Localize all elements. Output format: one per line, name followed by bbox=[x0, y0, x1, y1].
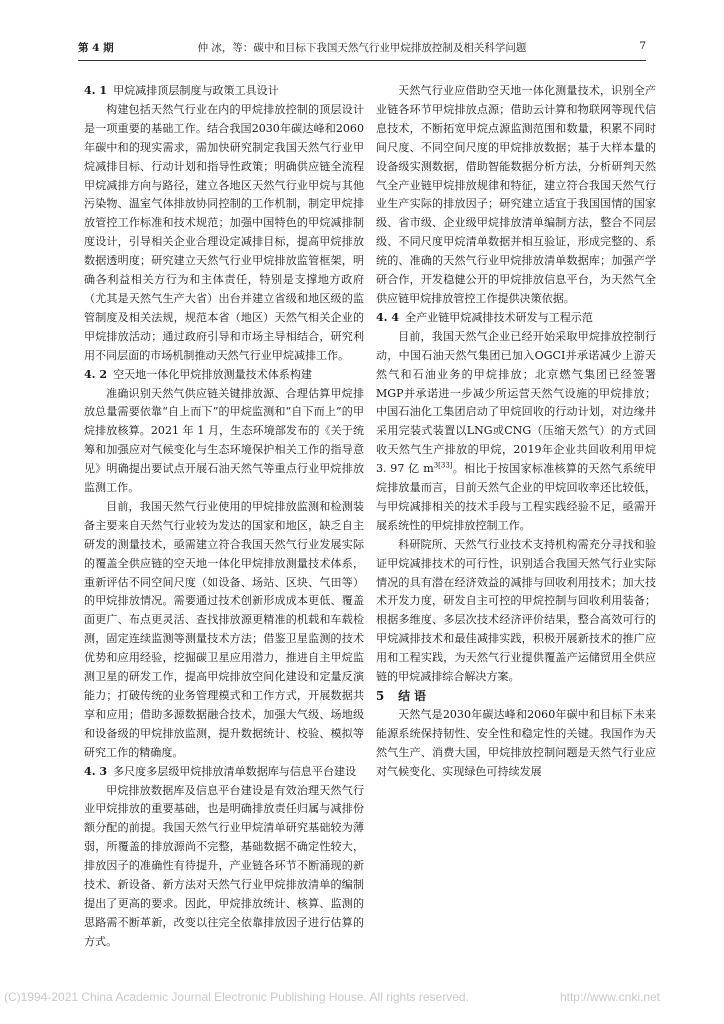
paragraph: 科研院所、天然气行业技术支持机构需充分寻找和验证甲烷减排技术的可行性，识别适合我国天然气行业实际情况的具有潜在经济效益的减排与回收利用技术；加大技术开发力度，研发自主可控的甲烷控制与回收利用装备；根据多维度、多层次技术经济评价结果，整合高效可行的甲烷减排技术和最佳减排实践，积极开展新技术的推广应用和工程实践，为天然气行业提供覆盖产运储贸用全供应链的甲烷减排综合解决方案。 bbox=[376, 537, 656, 684]
paragraph: 天然气行业应借助空天地一体化测量技术，识别全产业链各环节甲烷排放点源；借助云计算和物联网等现代信息技术，不断拓宽甲烷点源监测范围和数量，积累不同时间尺度、不同空间尺度的甲烷排放数据；基于大样本量的设备级实测数据，借助智能数据分析方法，分析研判天然气全产业链甲烷排放规律和特征，建立符合我国天然气行业生产实际的排放因子；研究建立适宜于我国国情的国家级、省市级、企业级甲烷排放清单编制方法，整合不同层级、不同尺度甲烷清单数据并相互验证，形成完整的、系统的、准确的天然气行业甲烷排放清单数据库；加强产学研合作，开发稳健公开的甲烷排放信息平台，为天然气全供应链甲烷排放管控工作提供决策依据。 bbox=[376, 84, 656, 305]
running-header bbox=[78, 38, 646, 61]
paragraph: 构建包括天然气行业在内的甲烷排放控制的顶层设计是一项重要的基础工作。结合我国2030年碳达峰和2060年碳中和的现实需求，需加快研究制定我国天然气行业甲烷减排目标、行动计划和指导性政策；明确供应链全流程甲烷减排方向与路径，建立各地区天然气行业甲烷与其他污染物、温室气体排放协同控制的工作机制，制定甲烷排放管控工作标准和技术规范；加强中国特色的甲烷减排制度设计，引导相关企业合理设定减排目标，提高甲烷排放数据透明度；研究建立天然气行业甲烷排放监管框架，明确各利益相关方行为和主体责任，特别是支撑地方政府（尤其是天然气生产大省）出台并建立省级和地区级的监管制度及相关法规，规范本省（地区）天然气相关企业的甲烷排放活动；通过政府引导和市场主导相结合，研究利用不同层面的市场机制推动天然气行业甲烷减排工作。 bbox=[84, 102, 364, 362]
section-number: 4. 1 bbox=[84, 84, 108, 97]
section-title: 结 语 bbox=[398, 689, 426, 703]
citation-superscript: 3[33] bbox=[433, 461, 453, 470]
section-5-heading bbox=[376, 687, 656, 706]
section-number: 5 bbox=[376, 689, 385, 703]
running-title: 仲 冰，等：碳中和目标下我国天然气行业甲烷排放控制及相关科学问题 bbox=[197, 42, 527, 54]
paragraph: 目前，我国天然气行业使用的甲烷排放监测和检测装备主要来自天然气行业较为发达的国家和地区，缺乏自主研发的测量技术，亟需建立符合我国天然气行业发展实际的覆盖全供应链的空天地一体化甲烷排放测量技术体系，重新评估不同空间尺度（如设备、场站、区块、气田等）的甲烷排放情况。需要通过技术创新形成成本更低、覆盖面更广、布点更灵活、查找排放源更精准的机载和车载检测，固定连续监测等测量技术方法；借鉴卫星监测的技术优势和应用经验，挖掘碳卫星应用潜力，推进自主甲烷监测卫星的研发工作，提高甲烷排放空间化建设和定量反演能力；打破传统的业务管理模式和工作方式，开展数据共享和应用；借助多源数据融合技术，加强大气级、场地级和设备级的甲烷排放监测，提升数据统计、校验、模拟等研究工作的精确度。 bbox=[84, 499, 364, 759]
page-number: 7 bbox=[639, 40, 646, 52]
section-4-2-heading bbox=[84, 366, 364, 385]
section-4-1-heading bbox=[84, 82, 364, 101]
paragraph: 天然气是2030年碳达峰和2060年碳中和目标下未来能源系统保持韧性、安全性和稳定性的关键。我国作为天然气生产、消费大国，甲烷排放控制问题是天然气行业应对气候变化、实现绿色可持续发展 bbox=[376, 707, 656, 778]
section-title: 空天地一体化甲烷排放测量技术体系构建 bbox=[113, 367, 312, 381]
footer-watermark bbox=[0, 990, 724, 1010]
section-number: 4. 3 bbox=[84, 764, 108, 778]
section-title: 甲烷减排顶层制度与政策工具设计 bbox=[113, 84, 279, 97]
paragraph-text: 。相比于按国家标准核算的天然气系统甲烷排放量而言，目前天然气企业的甲烷回收率还比较低，与甲烷减排相关的技术手段与工程实践经验不足，亟需开展系统性的甲烷排放控制工作。 bbox=[376, 462, 656, 532]
right-column bbox=[376, 82, 656, 782]
section-number: 4. 2 bbox=[84, 367, 108, 381]
copyright-notice: (C)1994-2021 China Academic Journal Electronic Publishing House. All rights reserved. bbox=[4, 990, 469, 1004]
cnki-url: http://www.cnki.net bbox=[559, 990, 660, 1004]
paragraph: 准确识别天然气供应链关键排放源、合理估算甲烷排放总量需要依靠“自上而下”的甲烷监测和“自下而上”的甲烷排放核算。2021 年 1 月，生态环境部发布的《关于统筹和加强应对气候变化与生态环境保护相关工作的指导意见》明确提出要试点开展石油天然气等重点行业甲烷排放监测工作。 bbox=[84, 386, 364, 495]
issue-number: 第 4 期 bbox=[78, 42, 114, 54]
paragraph-text: 目前，我国天然气企业已经开始采取甲烷排放控制行动，中国石油天然气集团已加入OGCI并承诺减少上游天然气和石油业务的甲烷排放；北京燃气集团已经签署MGP并承诺进一步减少所运营天然气设施的甲烷排放；中国石油化工集团启动了甲烷回收的行动计划，对边缘井采用完装式装置以LNG或CNG（压缩天然气）的方式回收天然气生产排放的甲烷，2019年企业共回收利用甲烷3. 97 亿 m bbox=[376, 329, 656, 476]
section-4-3-heading bbox=[84, 763, 364, 782]
section-title: 多尺度多层级甲烷排放清单数据库与信息平台建设 bbox=[113, 764, 357, 778]
left-column bbox=[84, 82, 364, 952]
section-number: 4. 4 bbox=[376, 310, 400, 324]
paragraph: 甲烷排放数据库及信息平台建设是有效治理天然气行业甲烷排放的重要基础，也是明确排放责任归属与减排份额分配的前提。我国天然气行业甲烷清单研究基础较为薄弱，所覆盖的排放源尚不完整，基础数据不确定性较大，排放因子的准确性有待提升，产业链各环节不断涌现的新技术、新设备、新方法对天然气行业甲烷排放清单的编制提出了更高的要求。因此，甲烷排放统计、核算、监测的思路需不断革新，改变以往完全依靠排放因子进行估算的方式。 bbox=[84, 783, 364, 948]
section-title: 全产业链甲烷减排技术研发与工程示范 bbox=[405, 310, 593, 324]
paragraph bbox=[376, 328, 656, 536]
section-4-4-heading bbox=[376, 309, 656, 328]
